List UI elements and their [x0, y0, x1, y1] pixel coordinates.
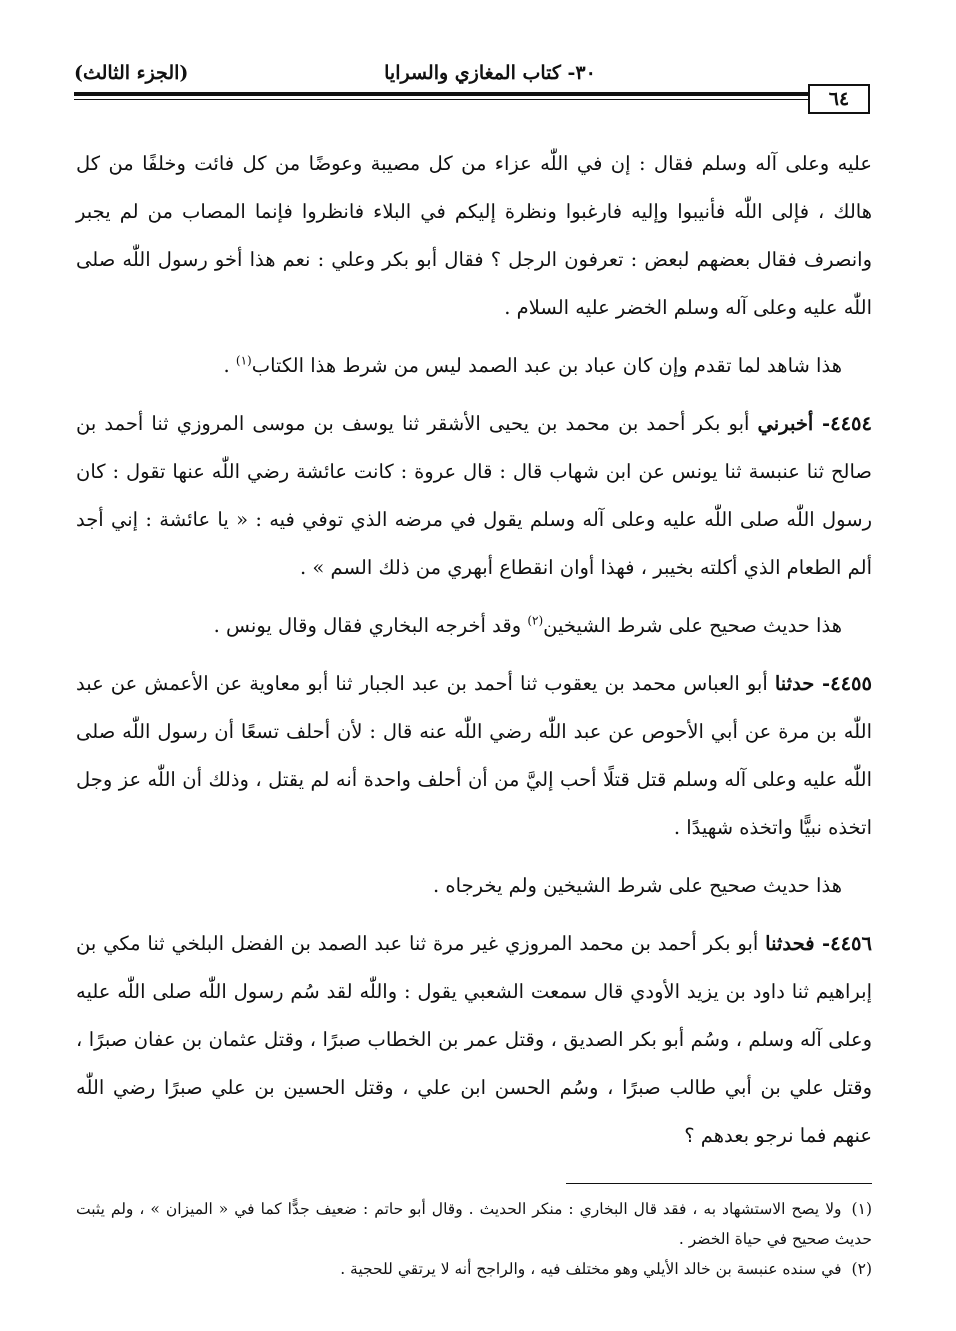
commentary-text: هذا شاهد لما تقدم وإن كان عباد بن عبد الصمد ليس من شرط هذا الكتاب [251, 354, 842, 377]
hadith-text: أبو العباس محمد بن يعقوب ثنا أحمد بن عبد الجبار ثنا أبو معاوية عن الأعمش عن عبد اللّٰه بن مرة عن أبي الأحوص عن عبد اللّٰه رضي اللّٰه عنه قال : لأن أحلف تسعًا أن رسول اللّٰه صلى اللّٰه عليه وعلى آله وسلم قتل قتلًا أحب إليَّ من أن أحلف واحدة أنه لم يقتل ، وذلك أن اللّٰه عز وجل اتخذه نبيًّا واتخذه شهيدًا . [76, 672, 872, 839]
hadith-lead: - فحدثنا [765, 932, 831, 955]
commentary-text: هذا حديث صحيح على شرط الشيخين [543, 614, 842, 637]
commentary-end: وقد أخرجه البخاري فقال وقال يونس . [213, 614, 528, 637]
hadith-lead: - حدثنا [774, 672, 831, 695]
footnote-1 [76, 1194, 872, 1254]
paragraph-commentary-1 [76, 342, 872, 390]
hadith-4454 [76, 400, 872, 592]
main-text [76, 140, 872, 1170]
footnote-marker: (١) [851, 1200, 872, 1218]
footnote-text: ولا يصح الاستشهاد به ، فقد قال البخاري : منكر الحديث . وقال أبو حاتم : ضعيف جدًّا كما في « الميزان » ، ولم يثبت حديث صحيح في حياة الخضر . [76, 1200, 872, 1248]
paragraph-continuation: عليه وعلى آله وسلم فقال : إن في اللّٰه عزاء من كل مصيبة وعوضًا من كل فائت وخلفًا من كل هالك ، فإلى اللّٰه فأنيبوا وإليه فارغبوا ونظرة إليكم في البلاء فانظروا فإنما المصاب من لم يجبر وانصرف فقال بعضهم لبعض : تعرفون الرجل ؟ فقال أبو بكر وعلي : نعم هذا أخو رسول اللّٰه صلى اللّٰه عليه وعلى آله وسلم الخضر عليه السلام . [76, 152, 872, 319]
hadith-number: ٤٤٥٤ [830, 412, 872, 435]
hadith-4455 [76, 660, 872, 852]
footnote-text: في سنده عنبسة بن خالد الأيلي وهو مختلف فيه ، والراجح أنه لا يرتقي للحجية . [340, 1260, 842, 1278]
hadith-4456 [76, 920, 872, 1160]
paragraph-commentary-2 [76, 602, 872, 650]
commentary-end: . [223, 354, 236, 377]
footnote-rule [566, 1183, 872, 1184]
page-number: ٦٤ [808, 84, 870, 114]
footnote-2 [76, 1254, 872, 1284]
header-rule-thick [74, 92, 808, 96]
footnote-marker: (٢) [851, 1260, 872, 1278]
hadith-lead: - أخبرني [757, 412, 831, 435]
chapter-title: ٣٠- كتاب المغازي والسرايا [384, 62, 596, 84]
header-rule-thin [74, 99, 808, 100]
hadith-text: أبو بكر أحمد بن محمد بن يحيى الأشقر ثنا يوسف بن موسى المروزي ثنا أحمد بن صالح ثنا عنبسة ثنا يونس عن ابن شهاب قال : قال عروة : كانت عائشة رضي اللّٰه عنها تقول : كان رسول اللّٰه صلى اللّٰه عليه وعلى آله وسلم يقول في مرضه الذي توفي فيه : « يا عائشة : إني أجد ألم الطعام الذي أكلته بخيبر ، فهذا أوان انقطاع أبهري من ذلك السم » . [76, 412, 872, 579]
hadith-number: ٤٤٥٥ [830, 672, 872, 695]
hadith-number: ٤٤٥٦ [830, 932, 872, 955]
paragraph-commentary-3: هذا حديث صحيح على شرط الشيخين ولم يخرجاه . [433, 874, 842, 897]
footnote-ref-1: (١) [235, 353, 252, 368]
footnote-ref-2: (٢) [527, 613, 544, 628]
hadith-text: أبو بكر أحمد بن محمد المروزي غير مرة ثنا عبد الصمد بن الفضل البلخي ثنا مكي بن إبراهيم ثنا داود بن يزيد الأودي قال سمعت الشعبي يقول : واللّٰه لقد سُم رسول اللّٰه صلى اللّٰه عليه وعلى آله وسلم ، وسُم أبو بكر الصديق ، وقتل عمر بن الخطاب صبرًا ، وقتل عثمان بن عفان صبرًا ، وقتل علي بن أبي طالب صبرًا ، وسُم الحسن ابن علي ، وقتل الحسين بن علي صبرًا رضي اللّٰه عنهم فما نرجو بعدهم ؟ [76, 932, 872, 1147]
volume-label: (الجزء الثالث) [74, 62, 189, 84]
footnotes [76, 1194, 872, 1284]
